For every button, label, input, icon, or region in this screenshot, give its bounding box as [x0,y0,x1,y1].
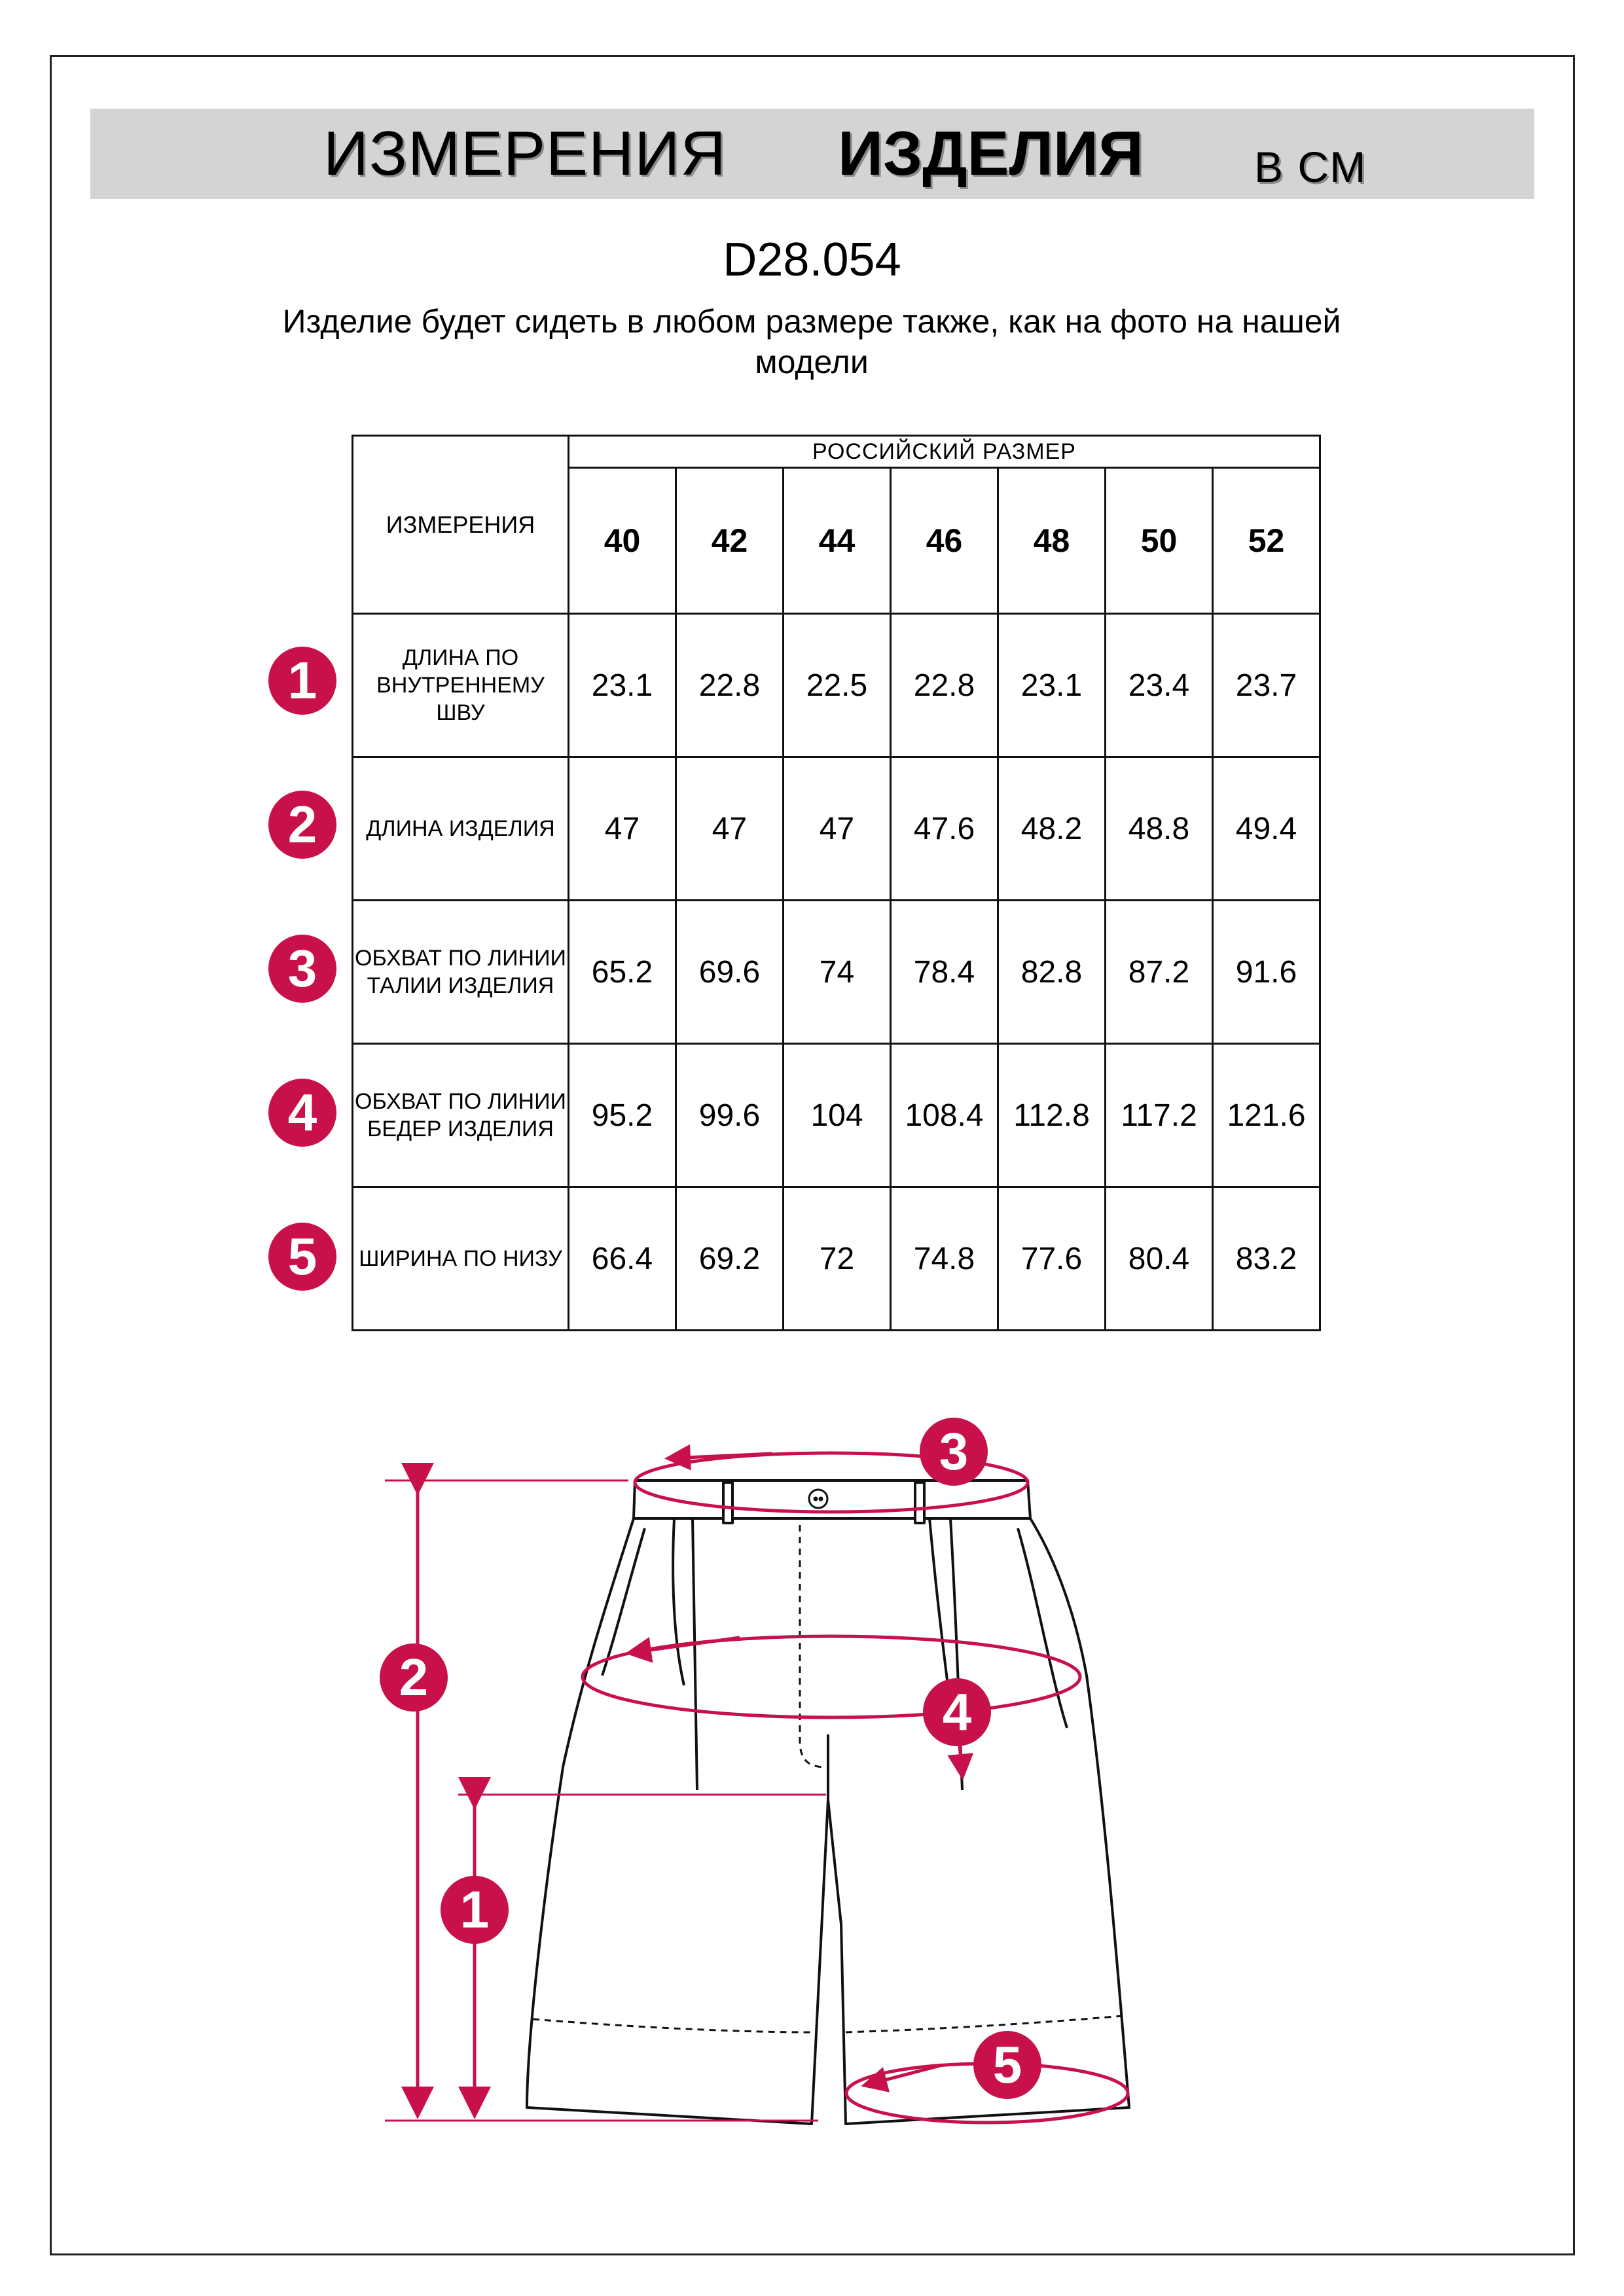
value-cell: 22.8 [676,614,784,757]
value-cell: 23.7 [1213,614,1320,757]
value-cell: 22.8 [891,614,998,757]
diagram-label-inseam: 1 [441,1876,509,1944]
diagram-label-waist: 3 [920,1418,988,1486]
size-header: 42 [676,468,784,614]
value-cell: 117.2 [1106,1044,1213,1187]
value-cell: 23.4 [1106,614,1213,757]
value-cell: 72 [784,1187,891,1331]
value-cell: 22.5 [784,614,891,757]
value-cell: 78.4 [891,901,998,1044]
diagram-label-hem: 5 [973,2031,1041,2099]
row-label: ДЛИНА ИЗДЕЛИЯ [353,757,569,901]
value-cell: 23.1 [569,614,676,757]
value-cell: 121.6 [1213,1044,1320,1187]
measure-header: ИЗМЕРЕНИЯ [353,436,569,614]
row-number-badge: 4 [268,1079,336,1147]
value-cell: 77.6 [998,1187,1106,1331]
row-number-badge: 5 [268,1223,336,1291]
value-cell: 48.2 [998,757,1106,901]
title-measurements: ИЗМЕРЕНИЯ [323,118,727,188]
title-unit: В СМ [1254,143,1367,191]
row-number-badge: 3 [268,935,336,1003]
measure-lines [385,1453,1128,2123]
fit-note: Изделие будет сидеть в любом размере также, как на фото на нашей модели [282,303,1341,380]
value-cell: 69.6 [676,901,784,1044]
value-cell: 91.6 [1213,901,1320,1044]
value-cell: 48.8 [1106,757,1213,901]
value-cell: 47 [784,757,891,901]
value-cell: 47 [676,757,784,901]
diagram-label-hip: 4 [923,1678,991,1746]
value-cell: 66.4 [569,1187,676,1331]
value-cell: 74 [784,901,891,1044]
row-label: ОБХВАТ ПО ЛИНИИ ТАЛИИ ИЗДЕЛИЯ [353,901,569,1044]
value-cell: 47 [569,757,676,901]
row-label: ОБХВАТ ПО ЛИНИИ БЕДЕР ИЗДЕЛИЯ [353,1044,569,1187]
title-product: ИЗДЕЛИЯ [838,118,1144,188]
size-header: 40 [569,468,676,614]
size-header: 48 [998,468,1106,614]
value-cell: 87.2 [1106,901,1213,1044]
value-cell: 82.8 [998,901,1106,1044]
size-header: 50 [1106,468,1213,614]
row-label: ШИРИНА ПО НИЗУ [353,1187,569,1331]
size-header: 52 [1213,468,1320,614]
diagram-label-length: 2 [380,1643,448,1712]
value-cell: 69.2 [676,1187,784,1331]
value-cell: 112.8 [998,1044,1106,1187]
row-label: ДЛИНА ПО ВНУТРЕННЕМУ ШВУ [353,614,569,757]
value-cell: 49.4 [1213,757,1320,901]
value-cell: 95.2 [569,1044,676,1187]
size-group-header: РОССИЙСКИЙ РАЗМЕР [569,436,1320,468]
article-number: D28.054 [723,234,901,286]
value-cell: 47.6 [891,757,998,901]
value-cell: 99.6 [676,1044,784,1187]
row-number-badge: 1 [268,647,336,715]
shorts-outline [527,1480,1129,2124]
value-cell: 23.1 [998,614,1106,757]
value-cell: 65.2 [569,901,676,1044]
value-cell: 108.4 [891,1044,998,1187]
value-cell: 104 [784,1044,891,1187]
value-cell: 74.8 [891,1187,998,1331]
value-cell: 83.2 [1213,1187,1320,1331]
row-number-badge: 2 [268,791,336,859]
size-header: 46 [891,468,998,614]
value-cell: 80.4 [1106,1187,1213,1331]
size-header: 44 [784,468,891,614]
